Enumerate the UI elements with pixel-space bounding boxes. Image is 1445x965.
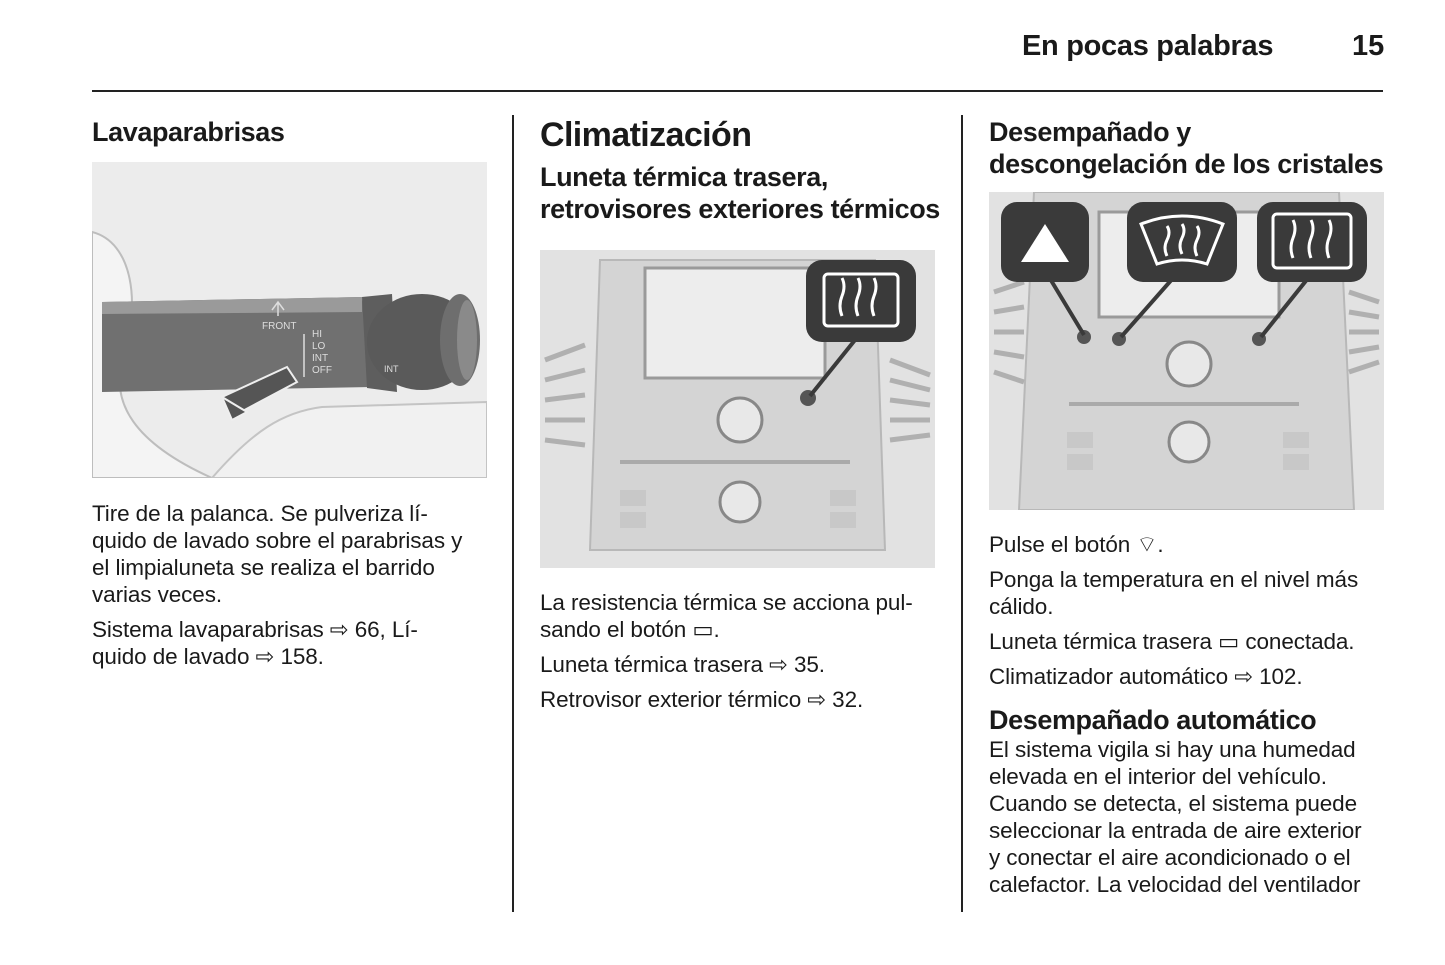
col1-paragraph-2: Sistema lavaparabrisas ⇨ 66, Lí- quido de lavado ⇨ 158. bbox=[92, 617, 418, 669]
label-int: INT bbox=[312, 353, 329, 364]
running-header-title: En pocas palabras bbox=[1022, 30, 1274, 62]
section-heading-lavaparabrisas: Lavaparabrisas bbox=[92, 117, 285, 147]
label-inti: INT bbox=[384, 364, 399, 374]
col3-text bbox=[989, 531, 1389, 898]
column-divider-left bbox=[512, 115, 514, 912]
label-hi: HI bbox=[312, 329, 322, 340]
page-number: 15 bbox=[1352, 30, 1385, 62]
console-illustration-2 bbox=[989, 192, 1384, 510]
col3-heading-block bbox=[989, 116, 1389, 180]
col2-heading-block bbox=[540, 116, 950, 225]
console-illustration-1 bbox=[540, 250, 935, 568]
col1-paragraph-1: Tire de la palanca. Se pulveriza lí- quido de lavado sobre el parabrisas y el limpialuneta se realiza el barrido varias veces. bbox=[92, 501, 463, 607]
section-heading-desempanado: Desempañado y descongelación de los cristales bbox=[989, 117, 1384, 179]
figure-wiper-lever bbox=[92, 162, 487, 478]
subheading-desempanado-automatico: Desempañado automático bbox=[989, 705, 1317, 735]
wiper-lever-illustration bbox=[92, 162, 487, 478]
label-off: OFF bbox=[312, 365, 332, 376]
figure-center-console-2 bbox=[989, 192, 1384, 510]
col3-paragraph-3: Luneta térmica trasera ▭ conectada. bbox=[989, 629, 1355, 654]
col3-paragraph-1: Pulse el botón ⌔. bbox=[989, 532, 1164, 557]
subheading-luneta-termica: Luneta térmica trasera, retrovisores exteriores térmicos bbox=[540, 162, 940, 224]
col2-paragraph-2: Luneta térmica trasera ⇨ 35. bbox=[540, 652, 825, 677]
col2-paragraph-1: La resistencia térmica se acciona pul- sando el botón ▭. bbox=[540, 590, 913, 642]
chapter-title-climatizacion: Climatización bbox=[540, 116, 752, 154]
col1-text bbox=[92, 500, 502, 670]
label-front: FRONT bbox=[262, 321, 297, 332]
col2-paragraph-3: Retrovisor exterior térmico ⇨ 32. bbox=[540, 687, 864, 712]
label-lo: LO bbox=[312, 341, 326, 352]
col1-heading-block bbox=[92, 116, 492, 148]
col2-text bbox=[540, 589, 950, 713]
col3-paragraph-5: El sistema vigila si hay una humedad elevada en el interior del vehículo. Cuando se detecta, el sistema puede seleccionar la entrada de aire exterior y conectar el aire acondicionado o el calefactor. La velocidad del ventilador bbox=[989, 737, 1362, 897]
header-rule bbox=[92, 90, 1383, 92]
col3-paragraph-2: Ponga la temperatura en el nivel más cálido. bbox=[989, 567, 1359, 619]
figure-center-console-1 bbox=[540, 250, 935, 568]
col3-paragraph-4: Climatizador automático ⇨ 102. bbox=[989, 664, 1303, 689]
column-divider-right bbox=[961, 115, 963, 912]
